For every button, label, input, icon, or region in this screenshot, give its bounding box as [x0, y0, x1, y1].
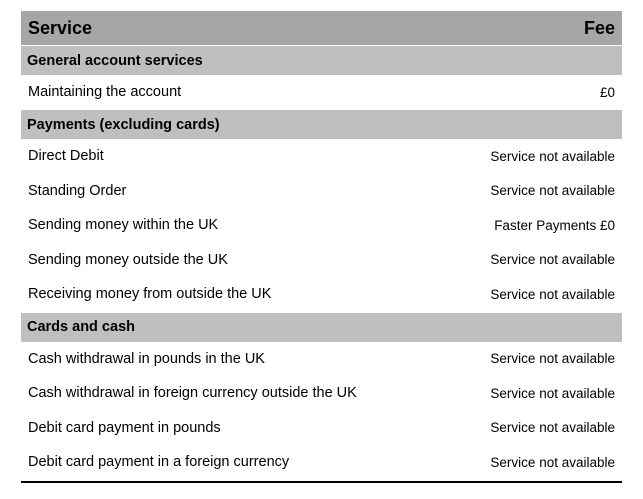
fee-column-header: Fee — [583, 17, 615, 38]
service-name: Receiving money from outside the UK — [28, 286, 272, 303]
section-title: General account services — [27, 52, 203, 69]
table-row — [21, 139, 622, 174]
section-title: Payments (excluding cards) — [27, 116, 220, 133]
fee-value: Faster Payments £0 — [494, 217, 615, 233]
table-row — [21, 445, 622, 480]
fee-value: Service not available — [490, 148, 615, 164]
table-row — [21, 277, 622, 312]
table-row — [21, 342, 622, 377]
table-row — [21, 243, 622, 278]
service-column-header: Service — [28, 17, 93, 38]
fee-value: Service not available — [490, 286, 615, 302]
fee-value: Service not available — [490, 454, 615, 470]
section-header-general-account-services — [21, 45, 622, 75]
service-name: Sending money within the UK — [28, 217, 219, 234]
service-name: Sending money outside the UK — [28, 251, 228, 268]
service-name: Cash withdrawal in foreign currency outside the UK — [28, 385, 357, 402]
fee-value: Service not available — [490, 252, 615, 268]
service-name: Debit card payment in pounds — [28, 419, 221, 436]
fee-table — [21, 11, 622, 483]
fee-value: £0 — [599, 84, 615, 100]
table-row — [21, 376, 622, 411]
service-name: Maintaining the account — [28, 84, 182, 100]
service-name: Direct Debit — [28, 148, 104, 165]
service-name: Debit card payment in a foreign currency — [28, 454, 290, 471]
fee-value: Service not available — [490, 420, 615, 436]
section-header-payments — [21, 109, 622, 139]
fee-value: Service not available — [490, 351, 615, 367]
table-row — [21, 174, 622, 209]
service-name: Standing Order — [28, 182, 127, 199]
table-header — [21, 11, 622, 45]
service-name: Cash withdrawal in pounds in the UK — [28, 350, 265, 367]
section-header-cards-and-cash — [21, 312, 622, 342]
table-bottom-rule — [21, 481, 622, 483]
fee-value: Service not available — [490, 385, 615, 401]
table-row — [21, 75, 622, 109]
fee-value: Service not available — [490, 183, 615, 199]
table-row — [21, 411, 622, 446]
section-title: Cards and cash — [27, 319, 135, 335]
table-row — [21, 208, 622, 243]
